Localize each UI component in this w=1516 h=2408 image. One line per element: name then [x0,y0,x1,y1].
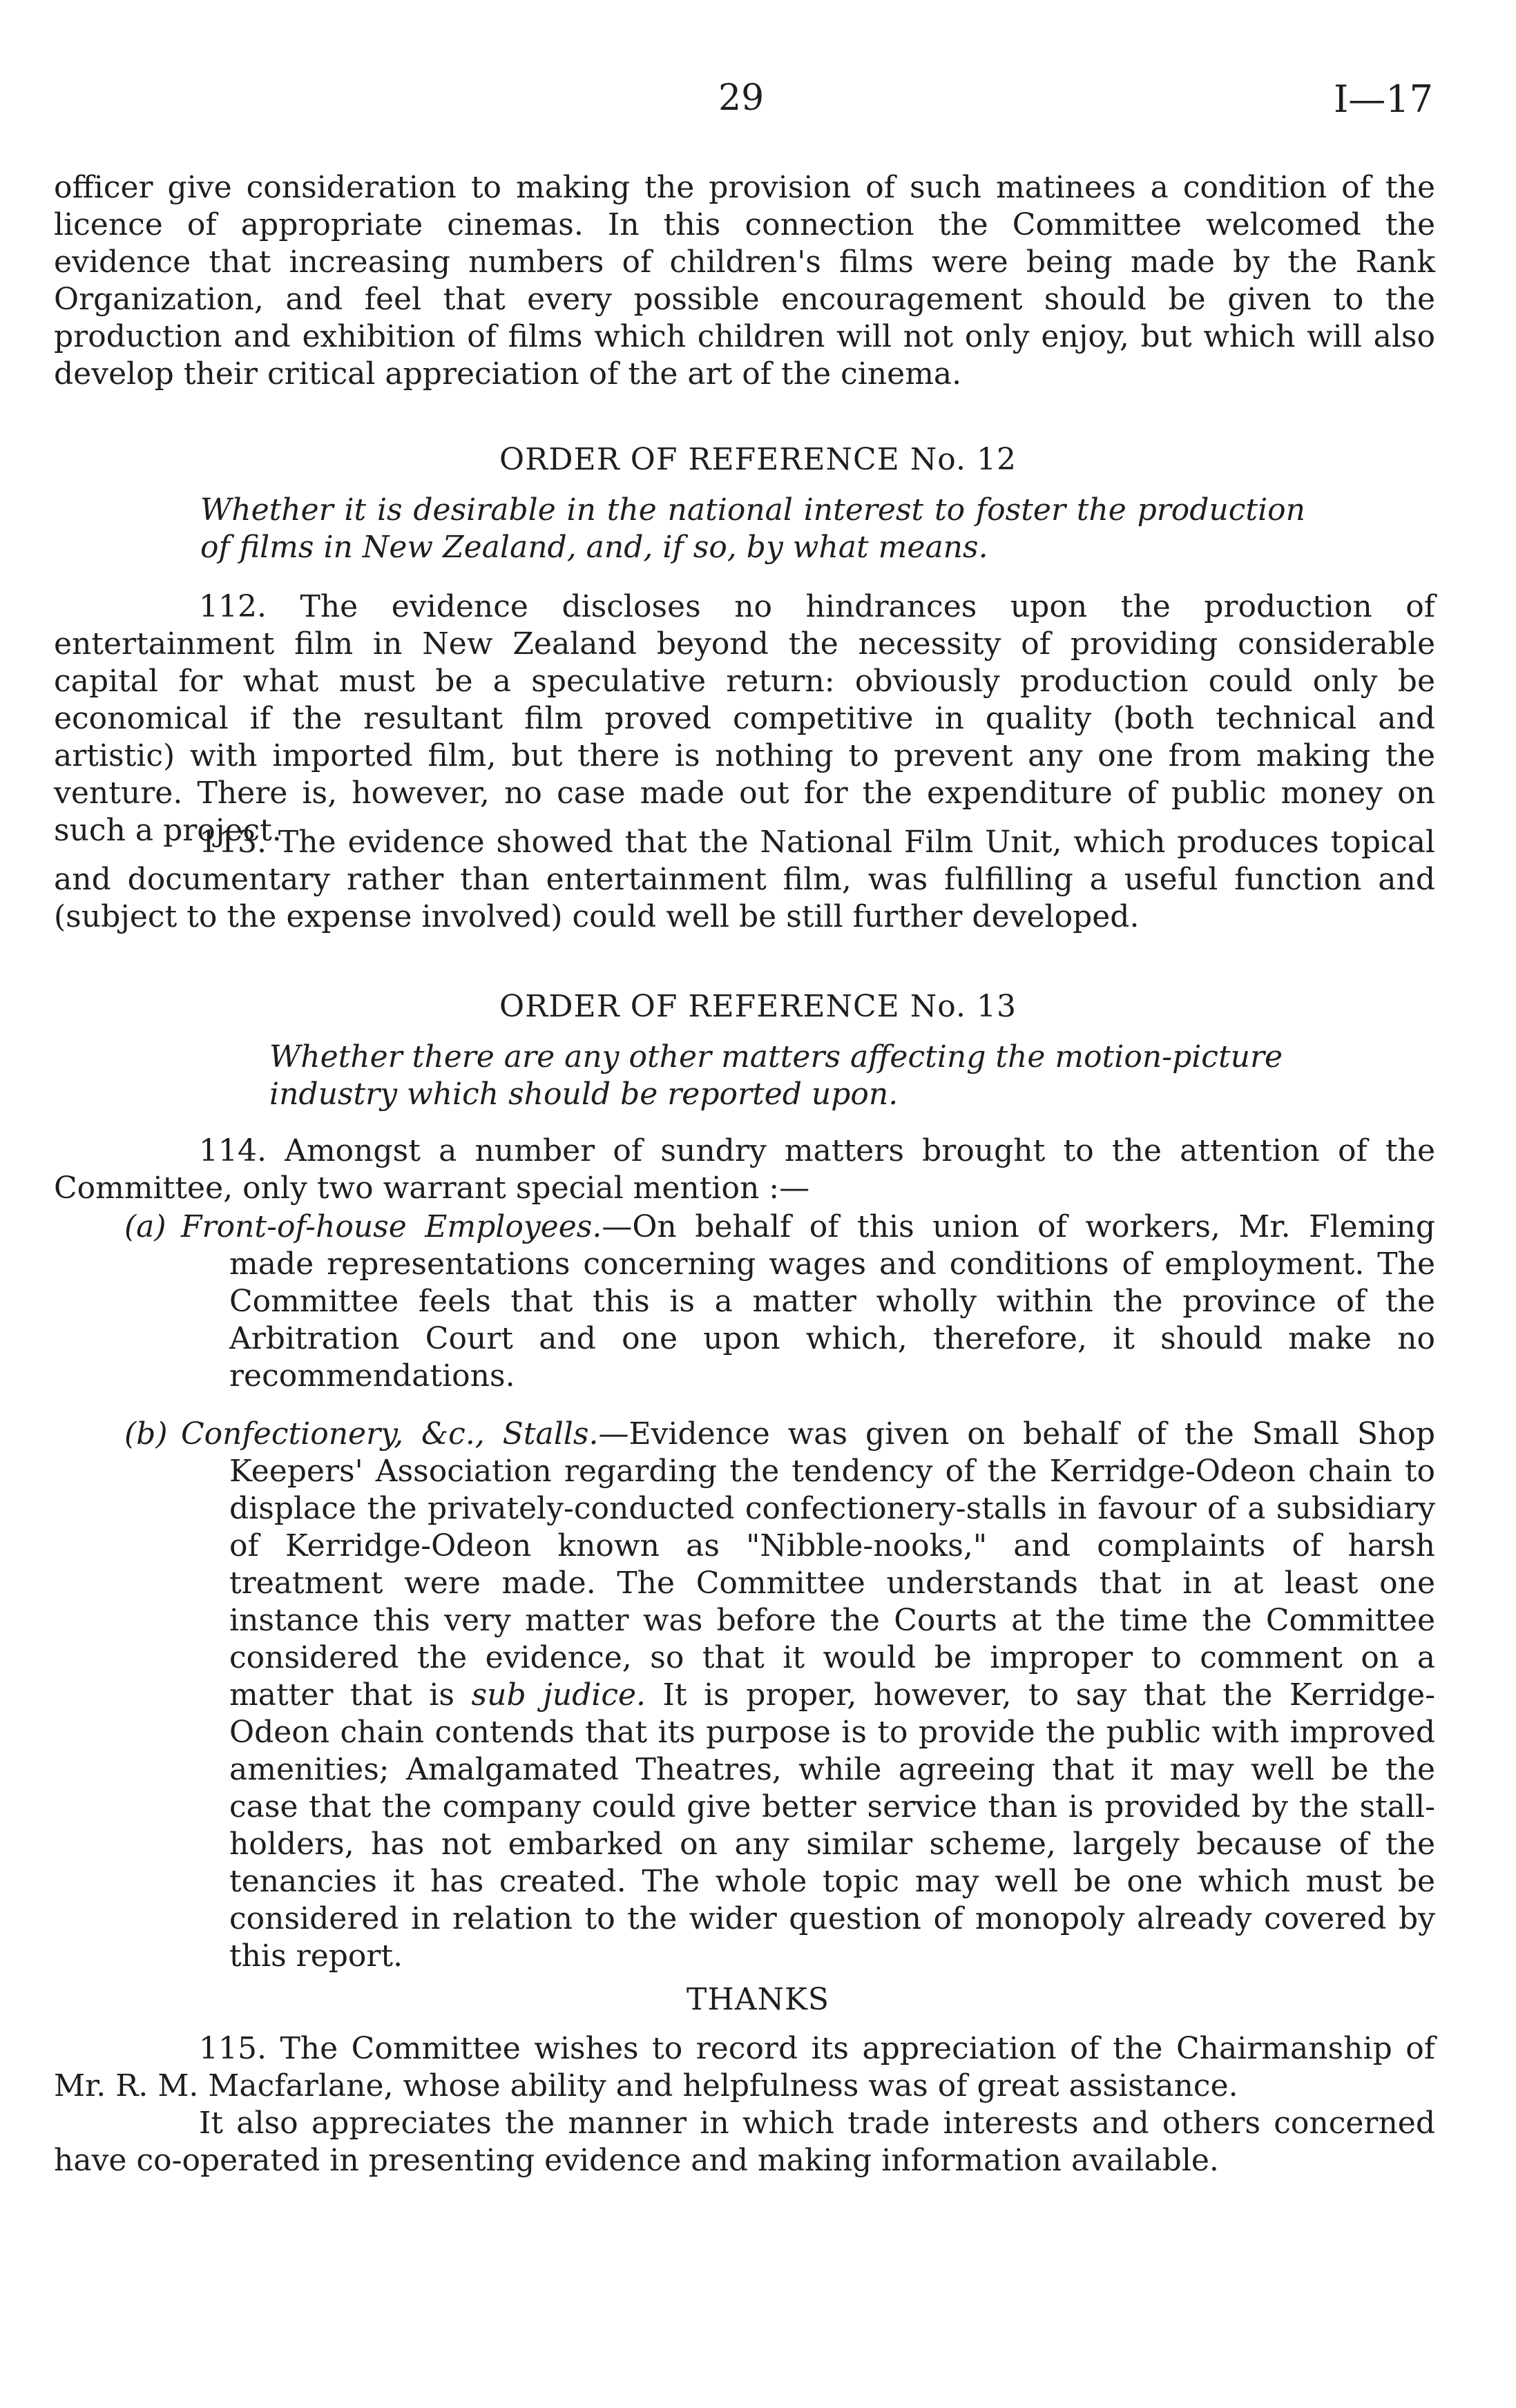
paragraph-114: 114. Amongst a number of sundry matters brought to the attention of the Committee, only two warrant special mention :— [54,1133,1435,1206]
section-13-heading: ORDER OF REFERENCE No. 13 [499,989,1017,1024]
document-reference: I—17 [1333,77,1433,121]
item-b-text-1: —Evidence was given on behalf of the Small Shop Keepers' Association regarding the tendency of the Kerridge-Odeon chain to displace the privately-conducted confectionery-stalls in favour of a subsidiary of Kerridge-Odeon known as "Nibble-nooks," and complaints of harsh treatment were made. The Committee understands that in at least one instance this very matter was before the Courts at the time the Committee considered the evidence, so that it would be improper to comment on a matter that is [229,1416,1435,1713]
item-b-text-2: It is proper, however, to say that the Kerridge-Odeon chain contends that its purpose is to provide the public with improved amenities; Amalgamated Theatres, while agreeing that it may well be the case that the company could give better service than is provided by the stall-holders, has not embarked on any similar scheme, largely because of the tenancies it has created. The whole topic may well be one which must be considered in relation to the wider question of monopoly already covered by this report. [229,1677,1435,1974]
item-b-label: (b) [124,1416,168,1452]
page-number: 29 [718,77,765,119]
item-b-title: Confectionery, &c., Stalls. [181,1416,599,1452]
item-a [0,1208,1516,1416]
thanks-heading: THANKS [686,1982,829,2017]
section-12-heading: ORDER OF REFERENCE No. 12 [499,442,1017,477]
section-13-question: Whether there are any other matters affecting the motion-picture industry which should be reported upon. [269,1039,1283,1112]
item-a-title: Front-of-house Employees. [181,1209,602,1244]
paragraph-112: 112. The evidence discloses no hindrances upon the production of entertainment film in New Zealand beyond the necessity of providing considerable capital for what must be a speculative return: obviously production could only be economical if the resultant film proved competitive in quality (both technical and artistic) with imported film, but there is nothing to prevent any one from making the venture. There is, however, no case made out for the expenditure of public money on such a project. [54,589,1435,848]
item-a-text: —On behalf of this union of workers, Mr. Fleming made representations concerning wages and conditions of employment. The Committee feels that this is a matter wholly within the province of the Arbitration Court and one upon which, therefore, it should make no recommendations. [229,1209,1435,1394]
item-b-body [181,1416,1435,1975]
section-12-question: Whether it is desirable in the national interest to foster the production of films in New Zealand, and, if so, by what means. [200,492,1305,565]
intro-paragraph: officer give consideration to making the provision of such matinees a condition of the licence of appropriate cinemas. In this connection the Committee welcomed the evidence that increasing numbers of children's films were being made by the Rank Organization, and feel that every possible encouragement should be given to the production and exhibition of films which children will not only enjoy, but which will also develop their critical appreciation of the art of the cinema. [54,170,1435,392]
paragraph-115: 115. The Committee wishes to record its appreciation of the Chairmanship of Mr. R. M. Macfarlane, whose ability and helpfulness was of great assistance. [54,2031,1435,2103]
paragraph-113: 113. The evidence showed that the National Film Unit, which produces topical and documentary rather than entertainment film, was fulfilling a useful function and (subject to the expense involved) could well be still further developed. [54,825,1435,934]
sub-judice-phrase: sub judice. [471,1677,646,1713]
item-b [0,1416,1516,1974]
item-a-body [181,1208,1435,1395]
item-a-label: (a) [124,1209,166,1244]
closing-paragraph: It also appreciates the manner in which trade interests and others concerned have co-operated in presenting evidence and making information available. [54,2106,1435,2178]
